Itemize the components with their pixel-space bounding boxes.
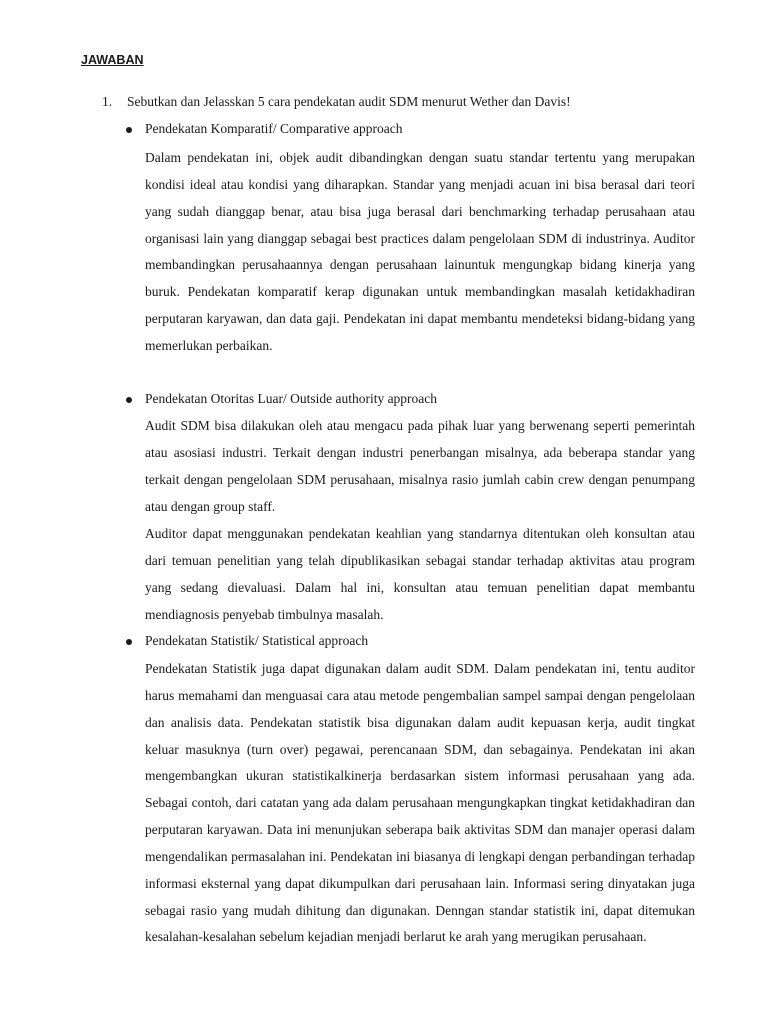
bullet-icon (126, 397, 132, 403)
question-number: 1. (102, 94, 113, 109)
section-title-statistical: Pendekatan Statistik/ Statistical approach (145, 633, 369, 648)
section-outside-authority-paragraph-1: Audit SDM bisa dilakukan oleh atau mengacu pada pihak luar yang berwenang seperti pemerintah atau asosiasi industri. Terkait dengan industri penerbangan misalnya, ada beberapa standar yang terkait dengan pengelolaan SDM perusahaan, misalnya rasio jumlah cabin crew dengan penumpang atau dengan group staff. (145, 418, 695, 514)
section-title-comparative: Pendekatan Komparatif/ Comparative approach (145, 121, 403, 136)
bullet-icon (126, 639, 132, 645)
section-outside-authority-paragraph-2: Auditor dapat menggunakan pendekatan keahlian yang standarnya ditentukan oleh konsultan atau dari temuan penelitian yang telah dipublikasikan sebagai standar terhadap aktivitas atau program yang sedang dievaluasi. Dalam hal ini, konsultan atau temuan penelitian dapat membantu mendiagnosis penyebab timbulnya masalah. (145, 526, 695, 622)
section-title-outside-authority: Pendekatan Otoritas Luar/ Outside authority approach (145, 391, 438, 406)
section-comparative-paragraph: Dalam pendekatan ini, objek audit dibandingkan dengan suatu standar tertentu yang merupakan kondisi ideal atau kondisi yang diharapkan. Standar yang menjadi acuan ini bisa berasal dari teori yang sudah dianggap benar, atau bisa juga berasal dari benchmarking terhadap perusahaan atau organisasi lain yang dianggap sebagai best practices dalam pengelolaan SDM di industrinya. Auditor membandingkan perusahaannya dengan perusahaan lainuntuk mengungkap bidang kinerja yang buruk. Pendekatan komparatif kerap digunakan untuk membandingkan masalah ketidakhadiran perputaran karyawan, dan data gaji. Pendekatan ini dapat membantu mendeteksi bidang-bidang yang memerlukan perbaikan. (145, 150, 695, 353)
section-statistical-paragraph: Pendekatan Statistik juga dapat digunakan dalam audit SDM. Dalam pendekatan ini, tentu auditor harus memahami dan menguasai cara atau metode pengembalian sampel sampai dengan pengelolaan dan analisis data. Pendekatan statistik bisa digunakan dalam audit kepuasan kerja, audit tingkat keluar masuknya (turn over) pegawai, perencanaan SDM, dan sebagainya. Pendekatan ini akan mengembangkan ukuran statistikalkinerja berdasarkan sistem informasi perusahaan yang ada. Sebagai contoh, dari catatan yang ada dalam perusahaan mengungkapkan tingkat ketidakhadiran dan perputaran karyawan. Data ini menunjukan seberapa baik aktivitas SDM dan manajer operasi dalam mengendalikan permasalahan ini. Pendekatan ini biasanya di lengkapi dengan perbandingan terhadap informasi eksternal yang dapat dikumpulkan dari perusahaan lain. Informasi sering dinyatakan juga sebagai rasio yang mudah dihitung dan digunakan. Denngan standar statistik ini, dapat ditemukan kesalahan-kesalahan sebelum kejadian menjadi berlarut ke arah yang merugikan perusahaan. (145, 661, 695, 945)
bullet-icon (126, 127, 132, 133)
question-text: Sebutkan dan Jelasskan 5 cara pendekatan audit SDM menurut Wether dan Davis! (127, 94, 571, 109)
answer-heading: JAWABAN (81, 53, 144, 67)
